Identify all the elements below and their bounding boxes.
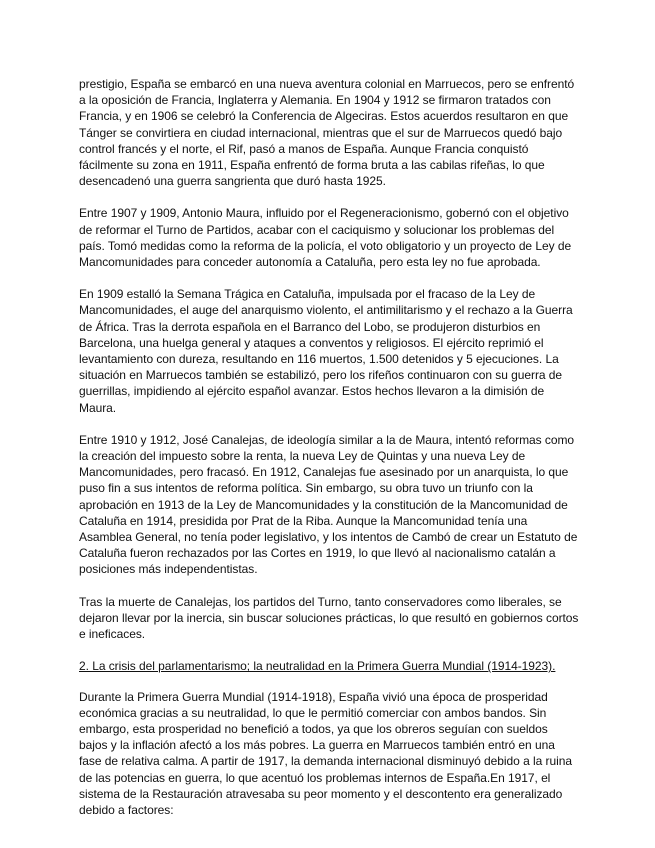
paragraph-turno: Tras la muerte de Canalejas, los partidos del Turno, tanto conservadores como liberales, se dejaron llevar por la inercia, sin buscar soluciones prácticas, lo que resultó en gobiernos cortos e ineficaces.	[79, 594, 579, 642]
paragraph-primera-guerra: Durante la Primera Guerra Mundial (1914-1918), España vivió una época de prosperidad económica gracias a su neutralidad, lo que le permitió comerciar con ambos bandos. Sin embargo, esta prosperidad no benefició a todos, ya que los obreros seguían con sueldos bajos y la inflación afectó a los más pobres. La guerra en Marruecos también entró en una fase de relativa calma. A partir de 1917, la demanda internacional disminuyó debido a la ruina de las potencias en guerra, lo que acentuó los problemas internos de España.En 1917, el sistema de la Restauración atravesaba su peor momento y el descontento era generalizado debido a factores:	[79, 689, 572, 817]
paragraph-maura: Entre 1907 y 1909, Antonio Maura, influido por el Regeneracionismo, gobernó con el objetivo de reformar el Turno de Partidos, acabar con el caciquismo y solucionar los problemas del país. Tomó medidas como la reforma de la policía, el voto obligatorio y un proyecto de Ley de Mancomunidades para conceder autonomía a Cataluña, pero esta ley no fue aprobada.	[79, 206, 572, 270]
paragraph-morocco: prestigio, España se embarcó en una nueva aventura colonial en Marruecos, pero se enfrentó a la oposición de Francia, Inglaterra y Alemania. En 1904 y 1912 se firmaron tratados con Francia, y en 1906 se celebró la Conferencia de Algeciras. Estos acuerdos resultaron en que Tánger se convirtiera en ciudad internacional, mientras que el sur de Marruecos quedó bajo control francés y el norte, el Rif, pasó a manos de España. Aunque Francia conquistó fácilmente su zona en 1911, España enfrentó de forma bruta a las cabilas rifeñas, lo que desencadenó una guerra sangrienta que duró hasta 1925.	[79, 77, 575, 189]
paragraph-semana-tragica: En 1909 estalló la Semana Trágica en Cataluña, impulsada por el fracaso de la Ley de Mancomunidades, el auge del anarquismo violento, el antimilitarismo y el rechazo a la Guerra de África. Tras la derrota española en el Barranco del Lobo, se produjeron disturbios en Barcelona, una huelga general y ataques a conventos y religiosos. El ejército reprimió el levantamiento con dureza, resultando en 116 muertos, 1.500 detenidos y 5 ejecuciones. La situación en Marruecos también se estabilizó, pero los rifeños continuaron con su guerra de guerrillas, impidiendo al ejército español avanzar. Estos hechos llevaron a la dimisión de Maura.	[79, 287, 573, 415]
paragraph-canalejas: Entre 1910 y 1912, José Canalejas, de ideología similar a la de Maura, intentó reformas como la creación del impuesto sobre la renta, la nueva Ley de Quintas y una nueva Ley de Mancomunidades, pero fracasó. En 1912, Canalejas fue asesinado por un anarquista, lo que puso fin a sus intentos de reforma política. Sin embargo, su obra tuvo un triunfo con la aprobación en 1913 de la Ley de Mancomunidades y la constitución de la Mancomunidad de Cataluña en 1914, presidida por Prat de la Riba. Aunque la Mancomunidad tenía una Asamblea General, no tenía poder legislativo, y los intentos de Cambó de crear un Estatuto de Cataluña fueron rechazados por las Cortes en 1919, lo que llevó al nacionalismo catalán a posiciones más independentistas.	[79, 432, 578, 577]
document-page	[79, 76, 579, 834]
section-heading: 2. La crisis del parlamentarismo; la neutralidad en la Primera Guerra Mundial (1914-1923).	[79, 659, 556, 674]
